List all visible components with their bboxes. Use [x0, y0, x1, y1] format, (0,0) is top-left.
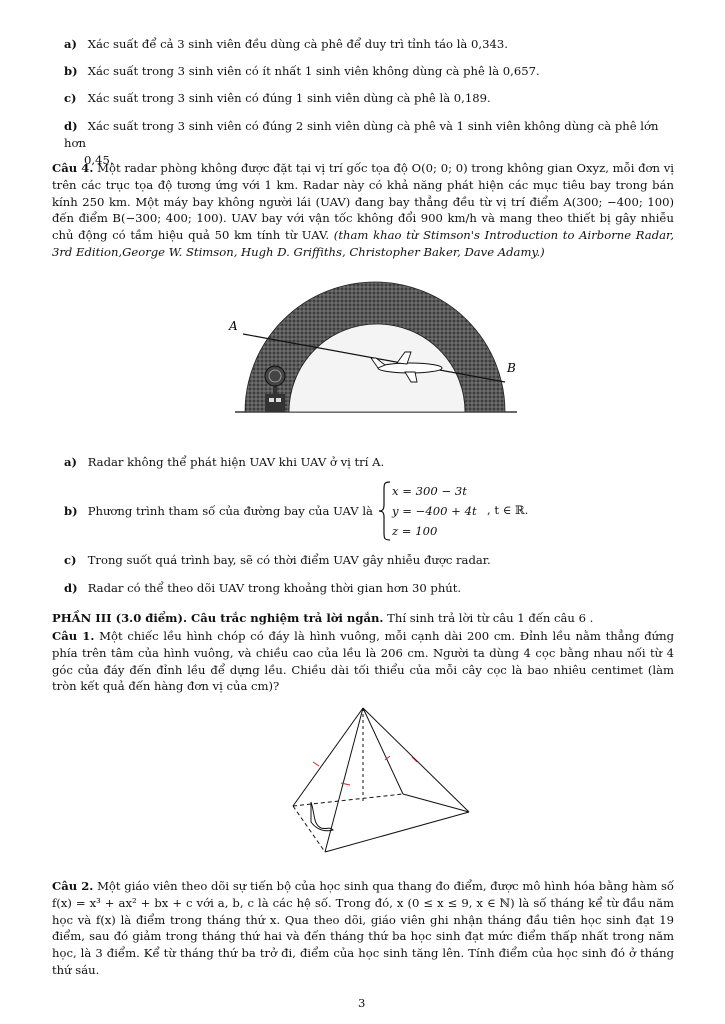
q4-heading: Câu 4. — [52, 161, 94, 175]
option-text: Xác suất để cả 3 sinh viên đều dùng cà phê để duy trì tỉnh táo là 0,343. — [87, 37, 508, 51]
p3q1-body: Một chiếc lều hình chóp có đáy là hình vuông, mỗi cạnh dài 200 cm. Đỉnh lều nằm thẳng đứng phía trên tâm của hình vuông, và chiều cao của lều là 206 cm. Người ta dùng 4 cọc bằng nhau nối từ 4 góc của đáy đến đỉnh lều để dựng lều. Chiều dài tối thiểu của mỗi cây cọc là bao nhiêu centimet (làm tròn kết quả đến hàng đơn vị của cm)? — [52, 629, 675, 694]
q4-body: Một radar phòng không được đặt tại vị trí gốc tọa độ O(0; 0; 0) trong không gian Oxyz, mỗi đơn vị trên các trục tọa độ tương ứng với 1 km. Radar này có khả năng phát hiện các mục tiêu bay trong bán kính 250 km. Một máy bay không người lái (UAV) đang bay thẳng đều từ vị trí điểm A(300; −400; 100) đến điểm B(−300; 400; 100). UAV bay với vận tốc không đổi 900 km/h và mang theo thiết bị gây nhiễu chủ động có tầm hiệu quả 50 km tính từ UAV. — [52, 161, 675, 243]
q4-option-b — [64, 503, 674, 520]
q4-option-c — [64, 552, 674, 569]
lateral-edge — [293, 708, 363, 806]
hidden-edge — [293, 794, 403, 806]
option-label: b) — [64, 504, 78, 518]
p3q2-heading: Câu 2. — [52, 879, 94, 893]
option-text: Radar không thể phát hiện UAV khi UAV ở vị trí A. — [87, 455, 385, 469]
option-label: b) — [64, 64, 78, 78]
radar-figure — [225, 272, 525, 422]
option-text: Xác suất trong 3 sinh viên có đúng 2 sinh viên dùng cà phê và 1 sinh viên không dùng cà phê lớn hơn — [64, 119, 659, 150]
equation-x: x = 300 − 3t — [392, 484, 467, 498]
base-edge — [403, 794, 469, 812]
point-b-label: B — [507, 361, 516, 375]
q4-option-d — [64, 580, 674, 597]
system-brace — [378, 480, 392, 542]
q4-option-a — [64, 454, 674, 471]
option-label: d) — [64, 119, 78, 133]
parameter-domain: , t ∈ ℝ. — [487, 503, 529, 517]
option-label: a) — [64, 455, 77, 469]
q3-option-a — [64, 36, 674, 53]
option-text: Xác suất trong 3 sinh viên có ít nhất 1 sinh viên không dùng cà phê là 0,657. — [87, 64, 540, 78]
option-text: Radar có thể theo dõi UAV trong khoảng thời gian hơn 30 phút. — [87, 581, 462, 595]
option-text: Phương trình tham số của đường bay của UAV là — [87, 504, 373, 518]
base-edge — [325, 812, 469, 852]
point-a-label: A — [229, 319, 238, 333]
p3q1-paragraph — [52, 628, 674, 695]
tent-door — [311, 802, 333, 831]
part3-header — [52, 610, 674, 627]
parametric-system — [392, 481, 477, 541]
option-label: c) — [64, 91, 77, 105]
lateral-edge — [363, 708, 403, 794]
tent-figure — [255, 704, 475, 864]
part3-heading: PHẦN III (3.0 điểm). Câu trắc nghiệm trả lời ngắn. — [52, 611, 384, 625]
q3-option-b — [64, 63, 674, 80]
equation-z: z = 100 — [392, 524, 438, 538]
option-text-continuation: 0,45. — [84, 152, 114, 167]
option-label: c) — [64, 553, 77, 567]
q4-citation: (tham khao từ Stimson's Introduction to Airborne Radar, 3rd Edition,George W. Stimson, Hugh D. Griffiths, Christopher Baker, Dave Adamy.) — [52, 228, 674, 259]
page-number: 3 — [358, 996, 366, 1010]
option-text: Xác suất trong 3 sinh viên có đúng 1 sinh viên dùng cà phê là 0,189. — [87, 91, 491, 105]
option-label: a) — [64, 37, 77, 51]
option-text: Trong suốt quá trình bay, sẽ có thời điểm UAV gây nhiễu được radar. — [87, 553, 491, 567]
p3q2-body: Một giáo viên theo dõi sự tiến bộ của học sinh qua thang đo điểm, được mô hình hóa bằng hàm số f(x) = x³ + ax² + bx + c với a, b, c là các hệ số. Trong đó, x (0 ≤ x ≤ 9, x ∈ ℕ) là số tháng kể từ đầu năm học và f(x) là điểm trong tháng thứ x. Qua theo dõi, giáo viên ghi nhận tháng đầu tiên học sinh đạt 19 điểm, sau đó giảm trong tháng thứ hai và đến tháng thứ ba học sinh đạt mức điểm thấp nhất trong năm học, là 3 điểm. Kể từ tháng thứ ba trở đi, điểm của học sinh tăng lên. Tính điểm của học sinh đó ở tháng thứ sáu. — [52, 879, 674, 977]
p3q1-heading: Câu 1. — [52, 629, 95, 643]
q3-option-c — [64, 90, 674, 107]
equation-y: y = −400 + 4t — [392, 504, 477, 518]
option-label: d) — [64, 581, 78, 595]
p3q2-paragraph — [52, 878, 674, 979]
q4-paragraph — [52, 160, 674, 261]
part3-instruction: Thí sinh trả lời từ câu 1 đến câu 6 . — [387, 611, 594, 625]
